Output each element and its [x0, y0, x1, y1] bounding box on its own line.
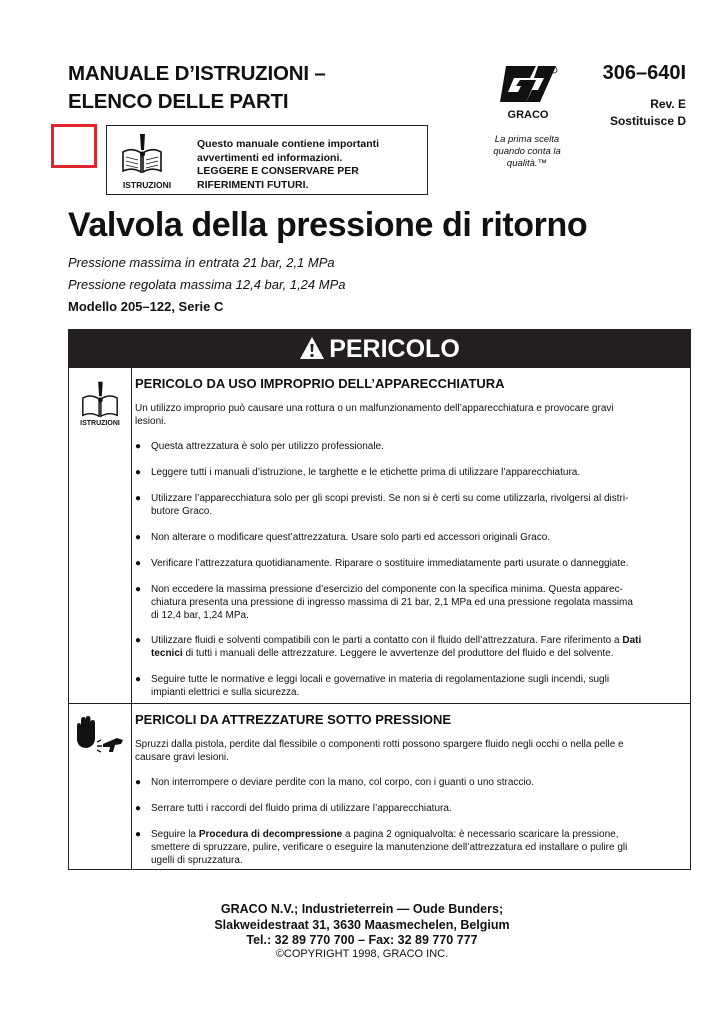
danger-banner [69, 330, 690, 368]
notice-text [197, 138, 379, 192]
section2-intro-line-2: causare gravi lesioni. [135, 752, 229, 763]
footer-address [0, 902, 724, 949]
warning-triangle-icon [299, 336, 325, 360]
section1-heading: PERICOLO DA USO IMPROPRIO DELL’APPARECCHIATURA [135, 376, 505, 391]
slogan-line-2: quando conta la [493, 146, 561, 157]
notice-line-1: Questo manuale contiene importanti [197, 138, 380, 150]
danger-box: PERICOLO ISTRUZIONI PERICOLO DA USO IMPROPRIO DELL’APPARECCHIATURA Un utilizzo improprio può causare una rottura o un malfunzionamento dell’apparecchiatura e provocare gravi lesioni. ● Questa attrezzatura è solo per utilizzo professionale. ● Leggere tutti i manuali d’istruzione, le targhette e le etichette prima di utilizzare l’apparecchiatura. ● Utilizzare l’apparecchiatura solo per gli scopi previsti. Se non si è certi su come utilizzarla, rivolgersi al distri- butore Graco. ● Non alterare o modificare quest’attrezzatura. Usare solo parti ed accessori originali Graco. ● Verificare l’attrezzatura quotidianamente. Riparare o sostituire immediatamente parti usurate o danneggiate. ● Non eccedere la massima pressione d’esercizio del componente con la specifica minima. Questa apparec- chiatura presenta una pressione di ingresso massima di 21 bar, 2,1 MPa ed una pressione regolata massima di 12,4 bar, 1,24 MPa. ● Utilizzare fluidi e solventi compatibili con le parti a contatto con il fluido dell’attrezzatura. Fare riferimento a Dati tecnici di tutti i manuali delle attrezzature. Leggere le avvertenze del produttore del fluido e del solvente. ● Seguire tutte le normative e leggi locali e governative in materia di regolamentazione sugli incendi, sugli impianti elettrici e sulla sicurezza. PERICOLI DA ATTREZZATURE SOTTO PRESSIONE Spruzzi dalla pistola, perdite dal flessibile o componenti rotti possono spargere fluido negli occhi o nella pelle e causare gravi lesioni. ● Non interrompere o deviare perdite con la mano, col corpo, con i guanti o uno straccio. ● Serrare tutti i raccordi del fluido prima di utilizzare l’apparecchiatura. ● Seguire la Procedura di decompressione a pagina 2 ogniqualvolta: è necessario scaricare la pressione, smettere di spruzzare, pulire, verificare o eseguire la manutenzione dell’attrezzatura ed installare o pulire gli ugelli di spruzzatura. [68, 329, 691, 870]
icon-column-divider [131, 368, 132, 870]
list-item-text: Non eccedere la massima pressione d’esercizio del componente con la specifica minima. Questa apparec- chiatura presenta una pressione di ingresso massima di 21 bar, 2,1 MPa ed una pressione regolata massima di 12,4 bar, 1,24 MPa. [151, 584, 633, 621]
injection-hazard-icon [73, 716, 125, 756]
document-number: 306–640I [602, 62, 686, 84]
revision: Rev. E [650, 97, 686, 111]
list-item-text: Utilizzare fluidi e solventi compatibili con le parti a contatto con il fluido dell’attrezzatura. Fare riferimento a Dati tecnici di tutti i manuali delle attrezzature. Leggere le avvertenze del produttore del fluido e del solvente. [151, 635, 642, 659]
supersedes: Sostituisce D [609, 114, 686, 128]
section2-heading: PERICOLI DA ATTREZZATURE SOTTO PRESSIONE [135, 712, 452, 727]
red-marker-box [51, 124, 97, 168]
section2-intro-line-1: Spruzzi dalla pistola, perdite dal flessibile o componenti rotti possono spargere fluido negli occhi o nella pelle e [135, 739, 624, 750]
section2-intro [135, 738, 675, 764]
section1-intro-line-1: Un utilizzo improprio può causare una rottura o un malfunzionamento dell’apparecchiatura e provocare gravi [135, 403, 614, 414]
slogan [478, 134, 576, 170]
read-manual-icon [80, 380, 120, 418]
footer-line-1: GRACO N.V.; Industrieterrein — Oude Bunders; [220, 902, 504, 916]
list-item-text: Seguire tutte le normative e leggi locali e governative in materia di regolamentazione sugli incendi, sugli impianti elettrici e sulla sicurezza. [151, 674, 610, 698]
danger-banner-label: PERICOLO [329, 335, 460, 363]
instructions-notice [106, 125, 428, 195]
notice-line-3: LEGGERE E CONSERVARE PER [197, 165, 359, 177]
spec-regulated-pressure: Pressione regolata massima 12,4 bar, 1,24 MPa [68, 277, 346, 292]
notice-icon-label: ISTRUZIONI [122, 180, 172, 190]
revision-block [610, 96, 686, 130]
model-number: Modello 205–122, Serie C [68, 299, 224, 314]
list-item-text: Serrare tutti i raccordi del fluido prima di utilizzare l’apparecchiatura. [151, 803, 452, 814]
copyright: ©COPYRIGHT 1998, GRACO INC. [275, 948, 449, 960]
graco-logo [496, 62, 560, 124]
list-item-text: Leggere tutti i manuali d’istruzione, le targhette e le etichette prima di utilizzare l’apparecchiatura. [151, 467, 581, 478]
list-item-text: Non interrompere o deviare perdite con la mano, col corpo, con i guanti o uno straccio. [151, 777, 534, 788]
spec-inlet-pressure: Pressione massima in entrata 21 bar, 2,1 MPa [68, 255, 335, 270]
footer-line-2: Slakweidestraat 31, 3630 Maasmechelen, Belgium [214, 917, 510, 932]
document-title [68, 60, 326, 116]
slogan-line-1: La prima scelta [494, 134, 560, 145]
section1-intro-line-2: lesioni. [135, 416, 167, 427]
notice-line-4: RIFERIMENTI FUTURI. [197, 178, 309, 191]
list-item-text: Utilizzare l’apparecchiatura solo per gli scopi previsti. Se non si è certi su come utilizzarla, rivolgersi al distri- butore Graco. [151, 493, 629, 517]
list-item-text: Verificare l’attrezzatura quotidianamente. Riparare o sostituire immediatamente parti usurate o danneggiate. [151, 558, 629, 569]
section-divider [69, 703, 690, 704]
title-line-1: MANUALE D’ISTRUZIONI – [68, 62, 326, 85]
section1-icon-label: ISTRUZIONI [80, 420, 120, 427]
read-manual-icon [121, 132, 163, 174]
list-item-text: Seguire la Procedura di decompressione a pagina 2 ogniqualvolta: è necessario scaricare la pressione, smettere di spruzzare, pulire, verificare o eseguire la manutenzione dell’attrezzatura ed installare o pulire gli ugelli di spruzzatura. [151, 829, 628, 866]
brand-label: GRACO [507, 109, 549, 121]
notice-line-2: avvertimenti ed informazioni. [197, 151, 343, 164]
list-item-text: Non alterare o modificare quest’attrezzatura. Usare solo parti ed accessori originali Graco. [151, 532, 551, 543]
list-item-text: Questa attrezzatura è solo per utilizzo professionale. [151, 441, 384, 452]
product-title: Valvola della pressione di ritorno [68, 206, 588, 244]
footer-line-3: Tel.: 32 89 770 700 – Fax: 32 89 770 777 [246, 933, 478, 947]
title-line-2: ELENCO DELLE PARTI [68, 90, 289, 113]
slogan-line-3: qualità.™ [506, 158, 548, 169]
section1-intro [135, 402, 675, 428]
